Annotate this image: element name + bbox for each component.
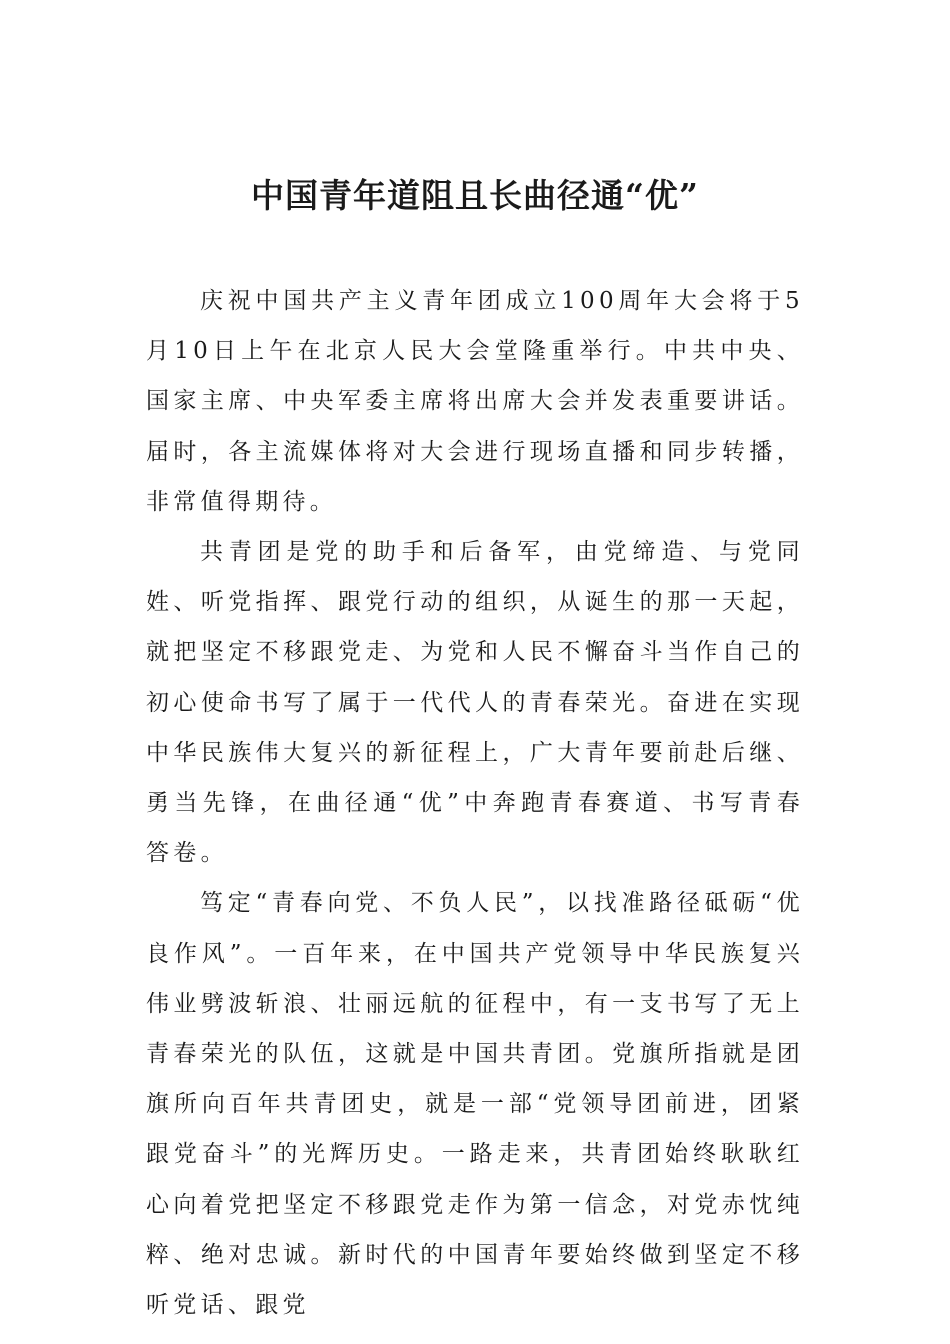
paragraph-1: 庆祝中国共产主义青年团成立100周年大会将于5月10日上午在北京人民大会堂隆重举行。中共中央、国家主席、中央军委主席将出席大会并发表重要讲话。届时，各主流媒体将对大会进行现场直播和同步转播，非常值得期待。 xyxy=(146,288,804,515)
document-title: 中国青年道阻且长曲径通“优” xyxy=(251,176,699,215)
document-body xyxy=(146,276,804,1330)
paragraph-2: 共青团是党的助手和后备军，由党缔造、与党同姓、听党指挥、跟党行动的组织，从诞生的那一天起，就把坚定不移跟党走、为党和人民不懈奋斗当作自己的初心使命书写了属于一代代人的青春荣光。奋进在实现中华民族伟大复兴的新征程上，广大青年要前赴后继、勇当先锋，在曲径通“优”中奔跑青春赛道、书写青春答卷。 xyxy=(146,539,804,867)
paragraph-3: 笃定“青春向党、不负人民”，以找准路径砥砺“优良作风”。一百年来，在中国共产党领导中华民族复兴伟业劈波斩浪、壮丽远航的征程中，有一支书写了无上青春荣光的队伍，这就是中国共青团。党旗所指就是团旗所向百年共青团史，就是一部“党领导团前进，团紧跟党奋斗”的光辉历史。一路走来，共青团始终耿耿红心向着党把坚定不移跟党走作为第一信念，对党赤忱纯粹、绝对忠诚。新时代的中国青年要始终做到坚定不移听党话、跟党 xyxy=(146,890,804,1319)
